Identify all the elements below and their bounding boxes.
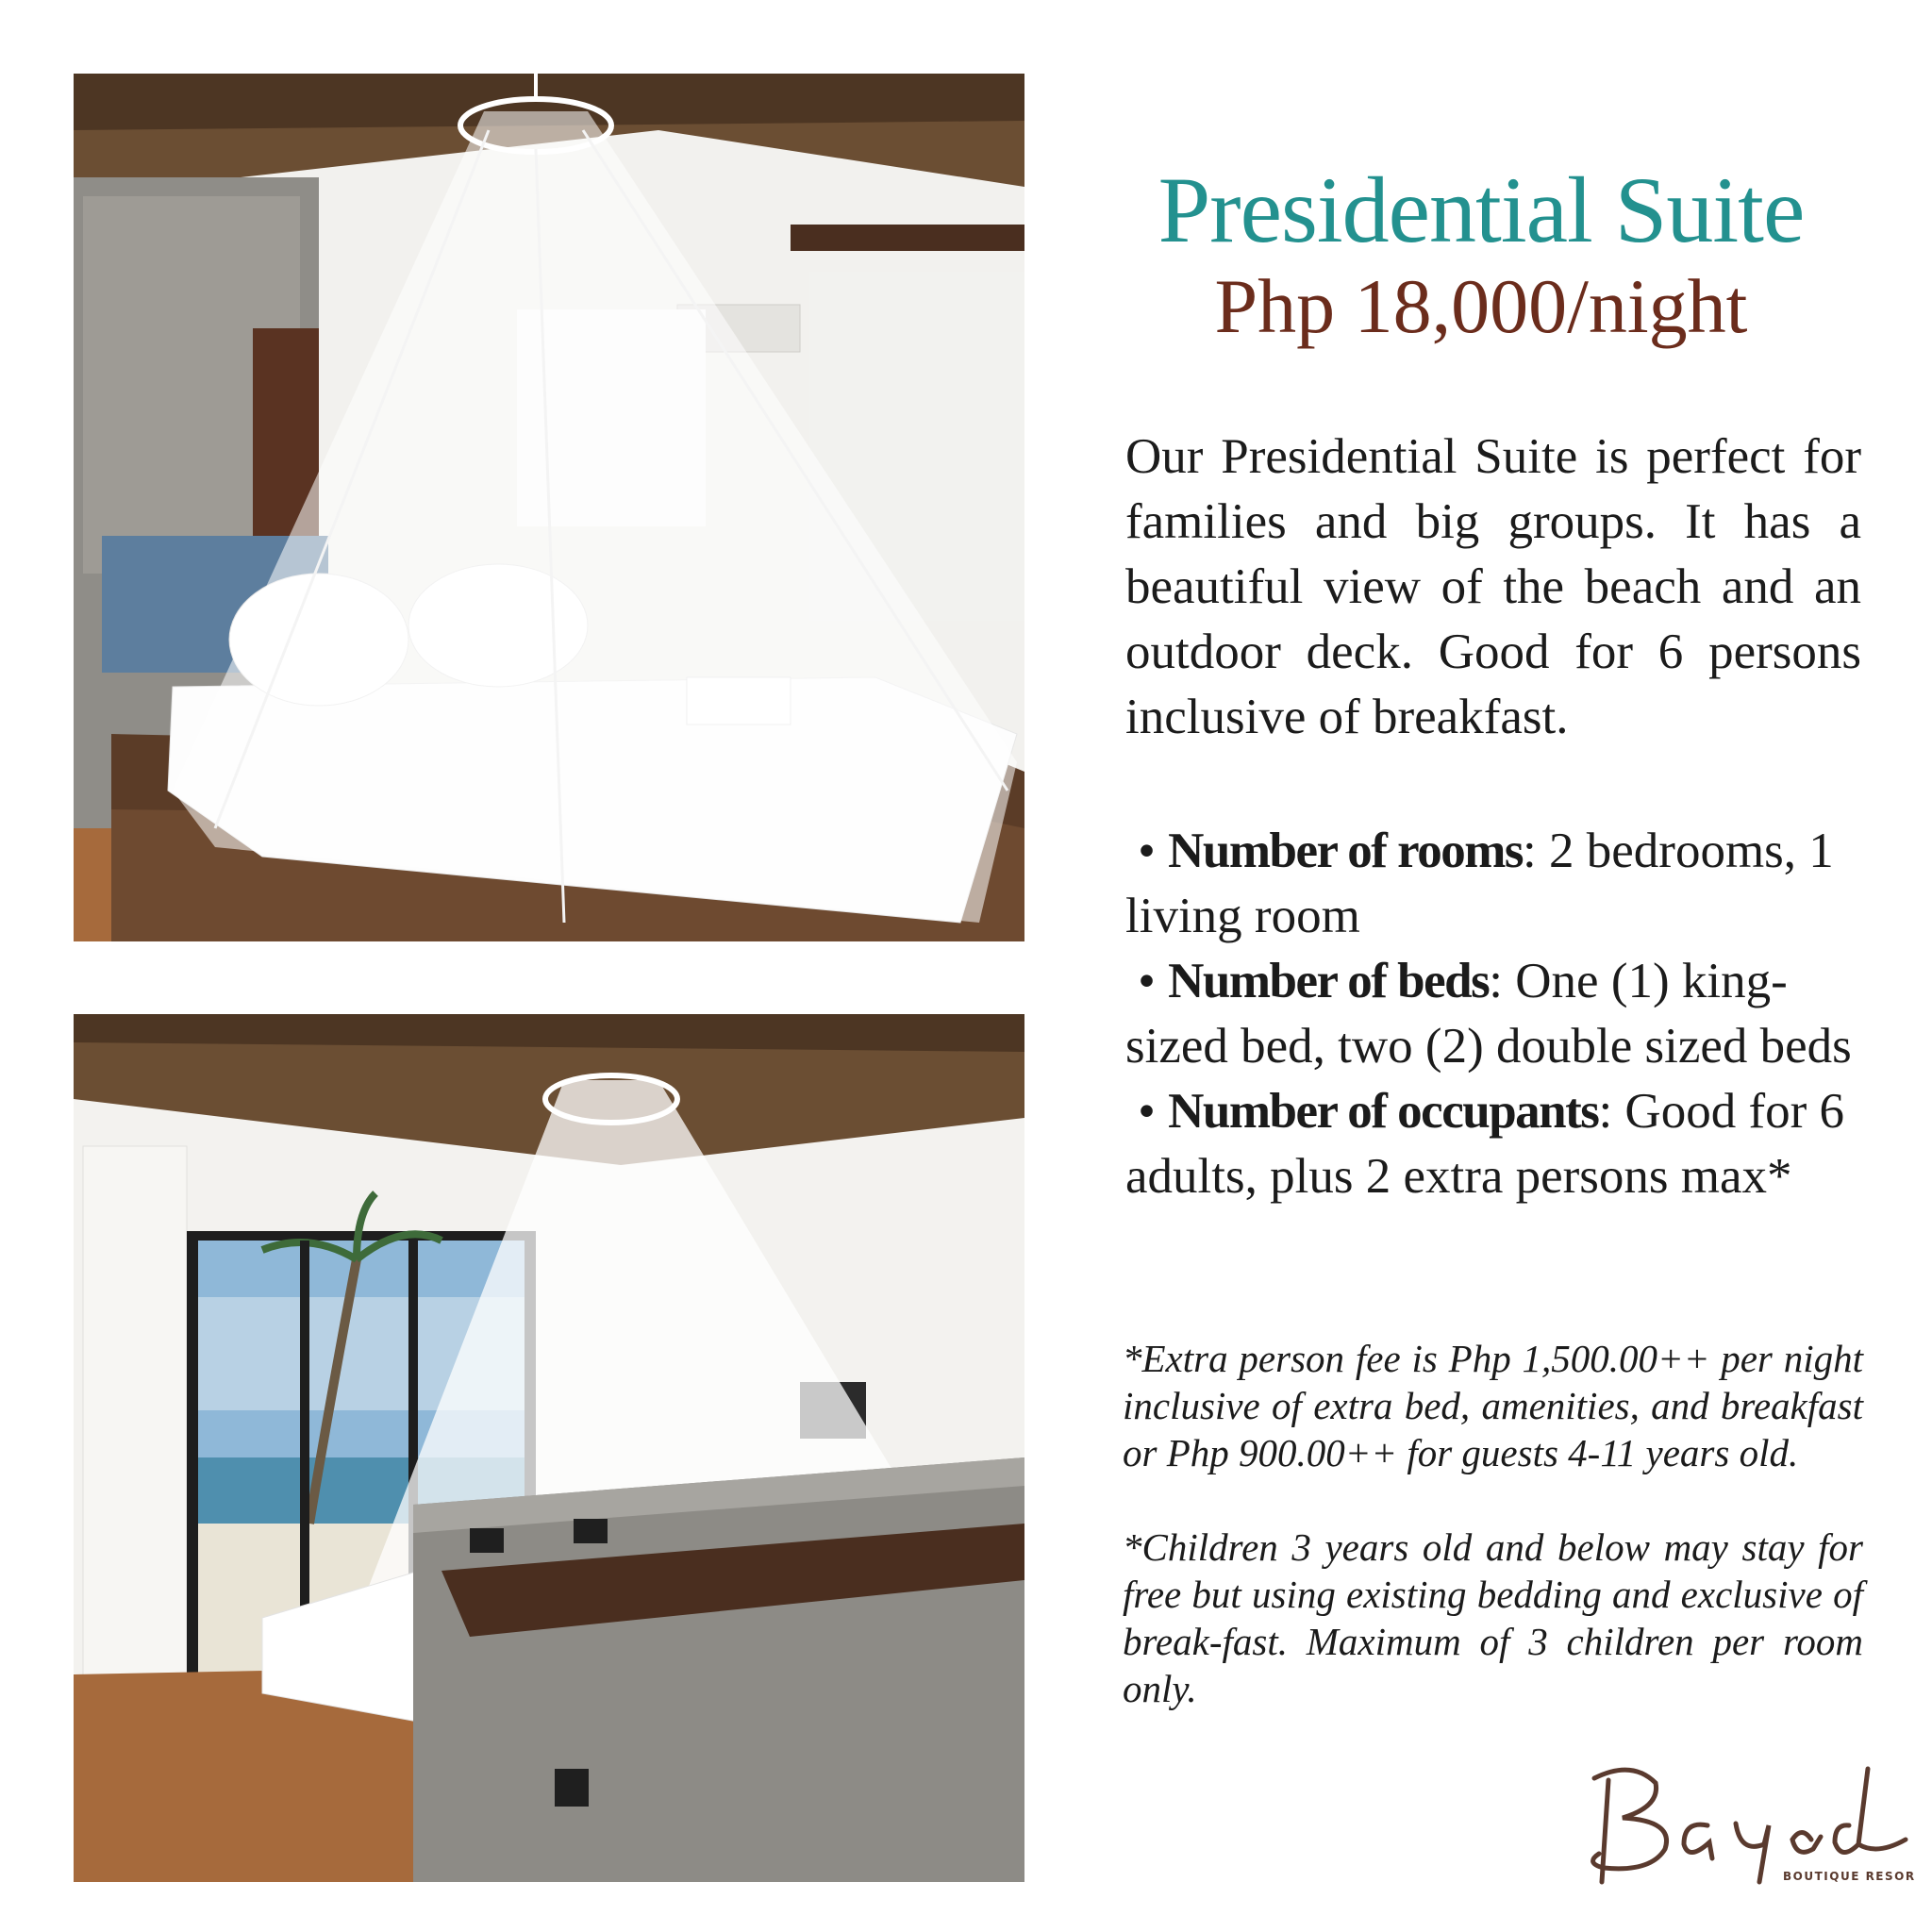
feature-value: Good for 6 adults, plus 2 extra persons max* xyxy=(1125,1084,1844,1204)
feature-label: Number of occupants xyxy=(1168,1084,1599,1139)
room-title: Presidential Suite xyxy=(1158,158,1805,262)
bedroom-photo-top xyxy=(74,74,1024,941)
bayud-logo xyxy=(1566,1750,1915,1891)
bedroom-beach-view-image xyxy=(74,1014,1024,1882)
fine-print-notes xyxy=(1123,1335,1863,1759)
feature-label: Number of rooms xyxy=(1168,824,1524,878)
feature-value: One (1) king-sized bed, two (2) double sized beds xyxy=(1125,954,1852,1074)
feature-occupants: • Number of occupants: Good for 6 adults, plus 2 extra persons max* xyxy=(1125,1084,1844,1204)
feature-label: Number of beds xyxy=(1168,954,1490,1008)
note-extra-person-fee: *Extra person fee is Php 1,500.00++ per night inclusive of extra bed, amenities, and breakfast or Php 900.00++ for guests 4-11 years old. xyxy=(1123,1337,1863,1474)
feature-value: 2 bedrooms, 1 living room xyxy=(1125,824,1834,943)
feature-rooms: • Number of rooms: 2 bedrooms, 1 living room xyxy=(1125,824,1834,943)
feature-list xyxy=(1125,819,1871,1209)
bedroom-canopy-image xyxy=(74,74,1024,941)
feature-beds: • Number of beds: One (1) king-sized bed, two (2) double sized beds xyxy=(1125,954,1852,1074)
room-description: Our Presidential Suite is perfect for families and big groups. It has a beautiful view of the beach and an outdoor deck. Good for 6 persons inclusive of breakfast. xyxy=(1125,429,1861,744)
svg-text:BOUTIQUE RESORT: BOUTIQUE RESORT xyxy=(1783,1870,1915,1883)
bedroom-photo-bottom xyxy=(74,1014,1024,1882)
room-price: Php 18,000/night xyxy=(1214,263,1748,349)
note-children-policy: *Children 3 years old and below may stay for free but using existing bedding and exclusive of break-fast. Maximum of 3 children per room only. xyxy=(1123,1525,1863,1710)
bayud-logo-icon xyxy=(1566,1750,1915,1891)
